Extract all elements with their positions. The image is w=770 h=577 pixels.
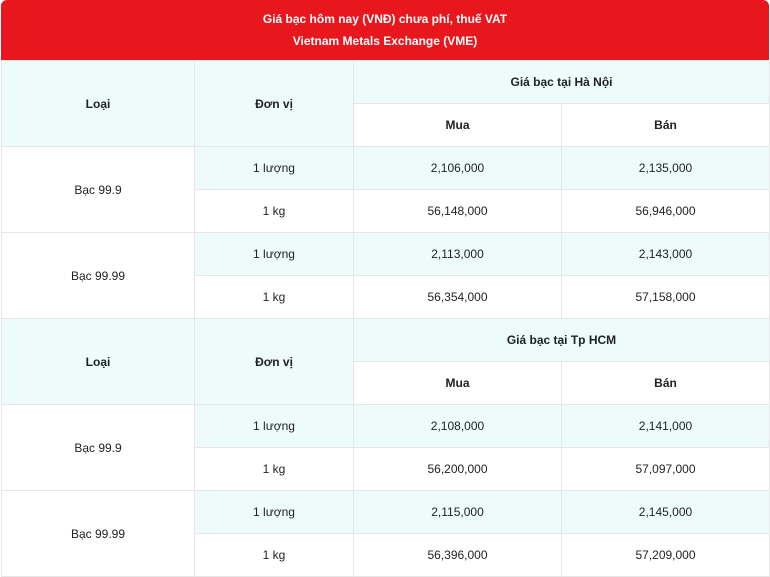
unit-cell: 1 kg <box>195 190 354 233</box>
buy-cell: 56,396,000 <box>354 534 562 577</box>
hanoi-col-sell: Bán <box>562 104 770 147</box>
hcm-region-title: Giá bạc tại Tp HCM <box>354 319 770 362</box>
table-row <box>2 491 770 534</box>
table-row <box>2 405 770 448</box>
hcm-col-type: Loại <box>2 319 195 405</box>
unit-cell: 1 kg <box>195 448 354 491</box>
buy-cell: 56,200,000 <box>354 448 562 491</box>
hanoi-col-type: Loại <box>2 61 195 147</box>
buy-cell: 2,113,000 <box>354 233 562 276</box>
sell-cell: 2,135,000 <box>562 147 770 190</box>
hanoi-region-title: Giá bạc tại Hà Nội <box>354 61 770 104</box>
sell-cell: 57,209,000 <box>562 534 770 577</box>
table-row <box>2 233 770 276</box>
unit-cell: 1 lượng <box>195 405 354 448</box>
silver-price-table-container <box>1 0 769 577</box>
unit-cell: 1 lượng <box>195 233 354 276</box>
unit-cell: 1 kg <box>195 534 354 577</box>
hanoi-col-unit: Đơn vị <box>195 61 354 147</box>
buy-cell: 2,115,000 <box>354 491 562 534</box>
banner-title: Giá bạc hôm nay (VNĐ) chưa phí, thuế VAT <box>262 12 508 26</box>
sell-cell: 57,158,000 <box>562 276 770 319</box>
buy-cell: 2,108,000 <box>354 405 562 448</box>
sell-cell: 56,946,000 <box>562 190 770 233</box>
buy-cell: 56,354,000 <box>354 276 562 319</box>
hcm-col-unit: Đơn vị <box>195 319 354 405</box>
type-cell: Bạc 99.99 <box>2 233 195 319</box>
hcm-col-buy: Mua <box>354 362 562 405</box>
sell-cell: 2,145,000 <box>562 491 770 534</box>
table-banner <box>1 0 769 60</box>
hcm-header-row <box>2 319 770 362</box>
sell-cell: 57,097,000 <box>562 448 770 491</box>
silver-price-table <box>1 60 770 577</box>
unit-cell: 1 lượng <box>195 147 354 190</box>
banner-subtitle: Vietnam Metals Exchange (VME) <box>292 34 478 48</box>
hcm-col-sell: Bán <box>562 362 770 405</box>
hanoi-col-buy: Mua <box>354 104 562 147</box>
type-cell: Bạc 99.9 <box>2 405 195 491</box>
unit-cell: 1 kg <box>195 276 354 319</box>
hanoi-header-row <box>2 61 770 104</box>
type-cell: Bạc 99.99 <box>2 491 195 577</box>
sell-cell: 2,141,000 <box>562 405 770 448</box>
sell-cell: 2,143,000 <box>562 233 770 276</box>
buy-cell: 2,106,000 <box>354 147 562 190</box>
unit-cell: 1 lượng <box>195 491 354 534</box>
buy-cell: 56,148,000 <box>354 190 562 233</box>
table-row <box>2 147 770 190</box>
type-cell: Bạc 99.9 <box>2 147 195 233</box>
